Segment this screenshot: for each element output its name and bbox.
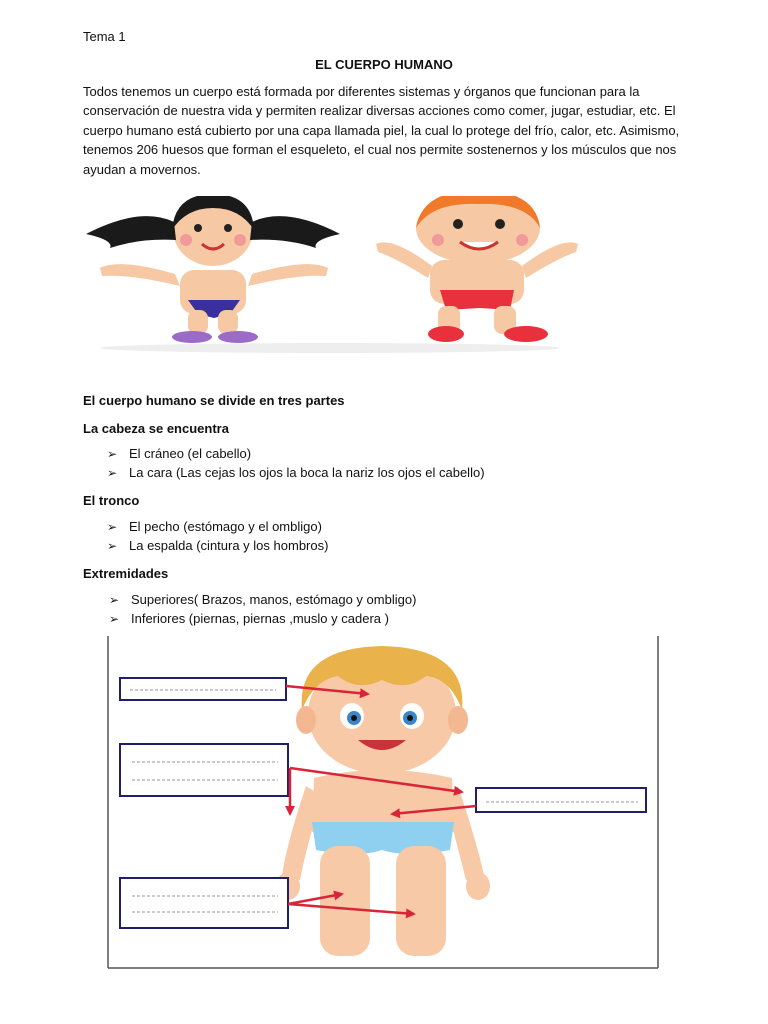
intro-line: ayudan a movernos. [83, 161, 201, 177]
girl-figure [86, 196, 340, 343]
list-item-text: Superiores( Brazos, manos, estómago y ombligo) [131, 592, 417, 607]
label-box-head [120, 678, 286, 700]
topic-label: Tema 1 [83, 29, 126, 44]
intro-line: Todos tenemos un cuerpo está formada por diferentes sistemas y órganos que funcionan para la [83, 84, 640, 99]
bullet-arrow-icon: ➢ [109, 593, 120, 607]
bullet-arrow-icon: ➢ [107, 539, 118, 553]
section-heading-cabeza: La cabeza se encuentra [83, 421, 229, 436]
bullet-arrow-icon: ➢ [109, 612, 120, 626]
list-item-text: Inferiores (piernas, piernas ,muslo y cadera ) [131, 611, 389, 626]
children-illustration [80, 196, 590, 356]
list-item [107, 517, 322, 537]
label-box-right [476, 788, 646, 812]
bullet-arrow-icon: ➢ [107, 466, 118, 480]
list-item-text: El pecho (estómago y el ombligo) [129, 519, 322, 534]
list-item-text: El cráneo (el cabello) [129, 446, 252, 461]
intro-line: tenemos 206 huesos que forman el esqueleto, el cual nos permite sostenernos y los músculos que nos [83, 142, 677, 158]
bullet-arrow-icon: ➢ [107, 447, 118, 461]
list-item-text: La cara (Las cejas los ojos la boca la nariz los ojos el cabello) [129, 465, 485, 480]
intro-paragraph [83, 82, 695, 179]
list-item [109, 609, 389, 629]
child-body-figure [276, 646, 490, 956]
section-heading-extremidades: Extremidades [83, 566, 169, 581]
list-item [109, 590, 416, 610]
list-item-text: La espalda (cintura y los hombros) [129, 538, 329, 553]
label-box-trunk [120, 744, 288, 796]
divide-heading: El cuerpo humano se divide en tres partes [83, 393, 345, 408]
section-heading-tronco: El tronco [83, 493, 140, 508]
list-item [107, 463, 485, 483]
bullet-arrow-icon: ➢ [107, 520, 118, 534]
body-labeling-diagram [106, 636, 662, 970]
list-item [107, 536, 328, 556]
boy-figure [376, 196, 578, 342]
list-item [107, 444, 251, 464]
intro-line: conservación de nuestra vida y permiten realizar diversas acciones como comer, jugar, estudiar, etc. El [83, 103, 676, 119]
label-box-legs [120, 878, 288, 928]
intro-line: cuerpo humano está cubierto por una capa llamada piel, la cual lo protege del frío, calor, etc. Asimismo, [83, 122, 680, 138]
page-title: EL CUERPO HUMANO [315, 57, 453, 72]
